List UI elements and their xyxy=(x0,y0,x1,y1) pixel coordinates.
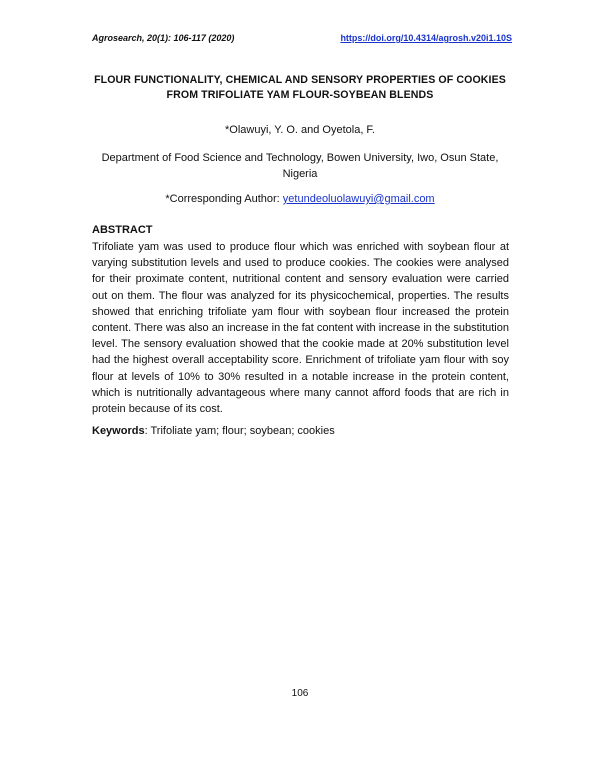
keywords-line xyxy=(92,425,509,437)
abstract-heading: ABSTRACT xyxy=(92,224,153,236)
running-header xyxy=(92,33,512,47)
keywords-text: Trifoliate yam; flour; soybean; cookies xyxy=(150,425,335,437)
keywords-separator: : xyxy=(144,425,151,437)
author-affiliation: Department of Food Science and Technology, Bowen University, Iwo, Osun State, Nigeria xyxy=(101,152,499,180)
page-number: 106 xyxy=(291,688,309,699)
corresponding-email-link[interactable]: yetundeoluolawuyi@gmail.com xyxy=(282,193,435,205)
corresponding-author xyxy=(82,193,518,205)
journal-citation: Agrosearch, 20(1): 106-117 (2020) xyxy=(92,33,235,43)
author-list: *Olawuyi, Y. O. and Oyetola, F. xyxy=(224,124,375,136)
abstract-text: Trifoliate yam was used to produce flour which was enriched with soybean flour at varying substitution levels and used to produce cookies. The cookies were analysed for their proximate content, nutritional content and sensory evaluation were carried out on them. The flour was analyzed for its physicochemical, properties. The results showed that enriching trifoliate yam flour with soybean flour increased the protein content. There was also an increase in the fat content with increase in the substitution level. The sensory evaluation showed that the cookie made at 20% substitution level had the highest overall acceptability score. Enrichment of trifoliate yam flour with soy flour at levels of 10% to 30% resulted in a notable increase in the protein content, which is nutritionally advantageous where many cannot afford foods that are rich in protein because of its cost. xyxy=(92,241,509,416)
corresponding-author-label: *Corresponding Author: xyxy=(165,193,283,205)
doi-link[interactable]: https://doi.org/10.4314/agrosh.v20i1.10S xyxy=(340,33,512,43)
paper-title: FLOUR FUNCTIONALITY, CHEMICAL AND SENSORY PROPERTIES OF COOKIES FROM TRIFOLIATE YAM FLOUR-SOYBEAN BLENDS xyxy=(94,74,506,101)
keywords-label: Keywords xyxy=(92,425,145,437)
